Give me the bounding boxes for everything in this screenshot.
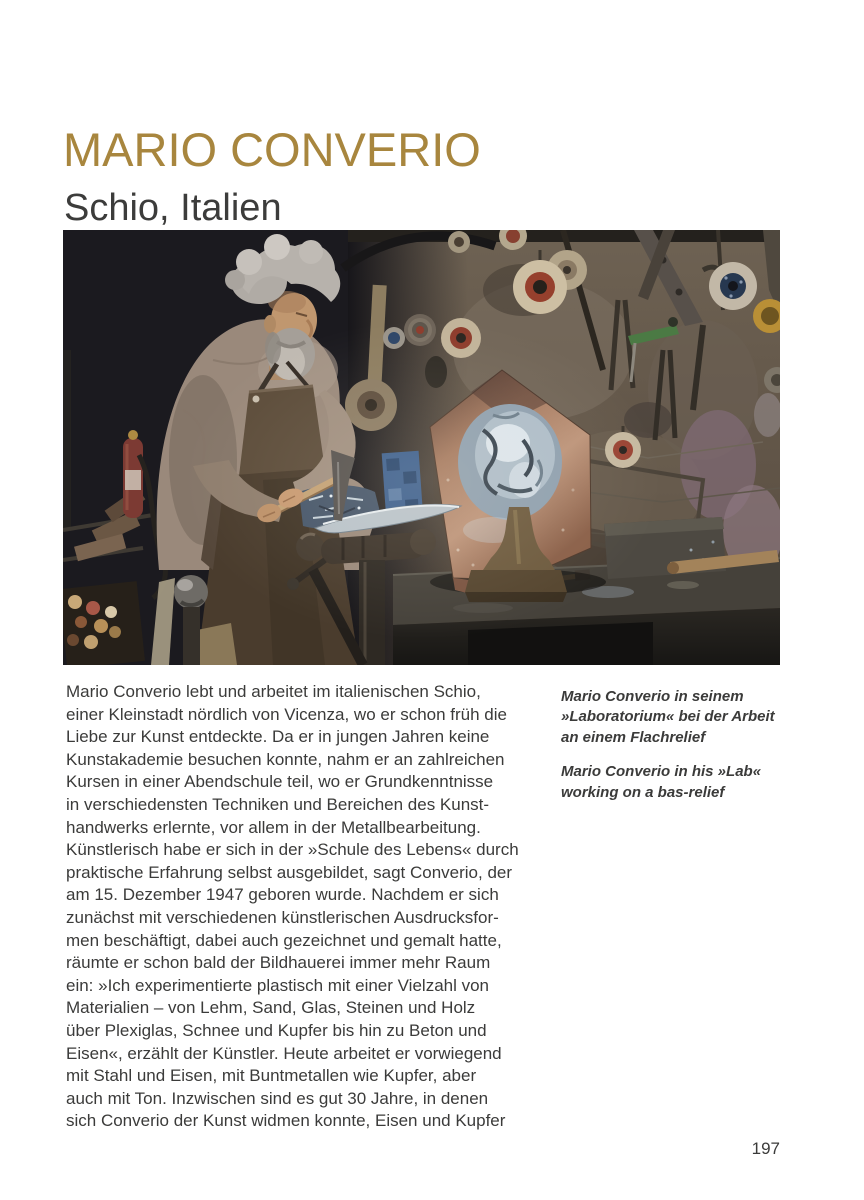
body-line: Liebe zur Kunst entdeckte. Da er in jungen Jahren keine [66, 727, 490, 747]
body-line: men beschäftigt, dabei auch gezeichnet und gemalt hatte, [66, 930, 502, 950]
body-line: Eisen«, erzählt der Künstler. Heute arbeitet er vorwiegend [66, 1043, 502, 1063]
body-line: Kunstakademie besuchen konnte, nahm er an zahlreichen [66, 749, 505, 769]
body-line: praktische Erfahrung selbst ausgebildet, sagt Converio, der [66, 862, 513, 882]
page-subtitle: Schio, Italien [64, 186, 282, 229]
caption-english [561, 762, 799, 803]
body-line: räumte er schon bald der Bildhauerei immer mehr Raum [66, 953, 491, 973]
body-line: am 15. Dezember 1947 geboren wurde. Nachdem er sich [66, 885, 499, 905]
workshop-photo-art [63, 230, 780, 665]
caption-line: working on a bas-relief [561, 783, 725, 801]
body-line: sich Converio der Kunst widmen konnte, Eisen und Kupfer [66, 1111, 506, 1131]
body-line: einer Kleinstadt nördlich von Vicenza, wo er schon früh die [66, 704, 507, 724]
page-title: MARIO CONVERIO [63, 123, 481, 177]
body-line: handwerks erlernte, vor allem in der Metallbearbeitung. [66, 817, 481, 837]
body-line: ein: »Ich experimentierte plastisch mit einer Vielzahl von [66, 975, 490, 995]
photo-caption [561, 687, 799, 803]
body-line: Künstlerisch habe er sich in der »Schule des Lebens« durch [66, 840, 519, 860]
body-line: Mario Converio lebt und arbeitet im italienischen Schio, [66, 682, 481, 701]
body-line: mit Stahl und Eisen, mit Buntmetallen wie Kupfer, aber [66, 1066, 477, 1086]
caption-line: Mario Converio in seinem [561, 688, 744, 705]
caption-line: »Laboratorium« bei der Arbeit [561, 708, 775, 726]
body-line: auch mit Ton. Inzwischen sind es gut 30 Jahre, in denen [66, 1088, 489, 1108]
caption-line: an einem Flachrelief [561, 728, 706, 746]
body-line: Kursen in einer Abendschule teil, wo er Grundkenntnisse [66, 772, 494, 792]
caption-german [561, 687, 799, 748]
photo-light-glow [183, 320, 663, 640]
body-text [66, 681, 552, 1133]
body-line: in verschiedensten Techniken und Bereichen des Kunst- [66, 794, 490, 814]
page-number: 197 [751, 1139, 780, 1158]
body-line: über Plexiglas, Schnee und Kupfer bis hin zu Beton und [66, 1020, 487, 1040]
caption-line: Mario Converio in his »Lab« [561, 763, 762, 781]
body-line: zunächst mit verschiedenen künstlerischen Ausdrucksfor- [66, 907, 499, 927]
body-line: Materialien – von Lehm, Sand, Glas, Steinen und Holz [66, 998, 476, 1018]
workshop-photo [63, 230, 780, 665]
